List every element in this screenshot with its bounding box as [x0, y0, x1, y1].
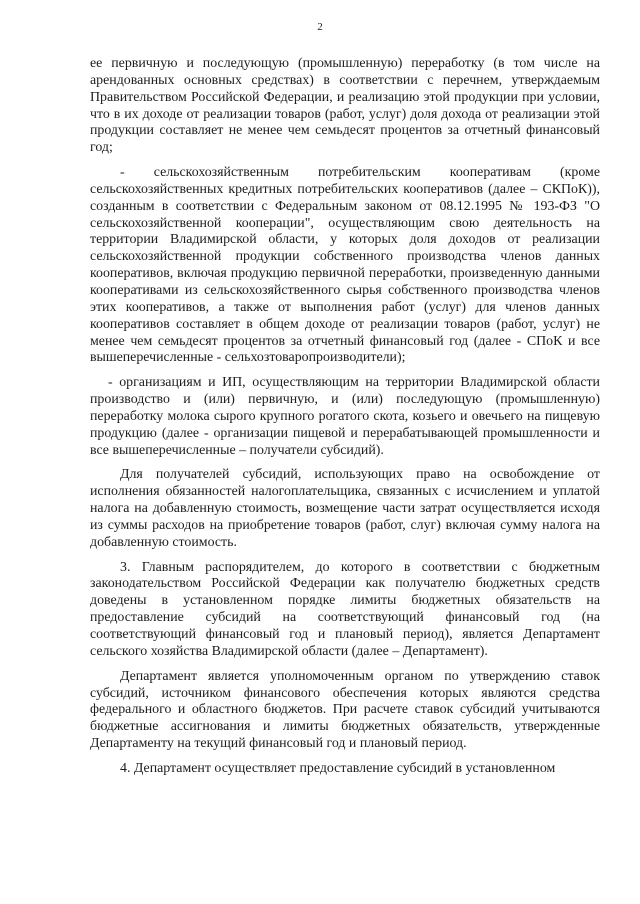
paragraph-organizations: - организациям и ИП, осуществляющим на территории Владимирской области производство и (или) первичную, и (или) последующую (промышленную) переработку молока сырого крупного рогатого скота, козьего и овечьего на пищевую продукцию (далее - организации пищевой и перерабатывающей промышленности и все вышеперечисленные – получатели субсидий). — [90, 375, 600, 458]
page-number: 2 — [317, 21, 323, 33]
paragraph-continuation: ее первичную и последующую (промышленную) переработку (в том числе на арендованных основных средствах) в соответствии с перечнем, утверждаемым Правительством Российской Федерации, и реализацию этой продукции при условии, что в их доходе от реализации товаров (работ, услуг) доля дохода от реализации этой продукции составляет не менее чем семьдесят процентов за отчетный финансовый год; — [90, 56, 600, 156]
paragraph-cooperatives: - сельскохозяйственным потребительским кооперативам (кроме сельскохозяйственных кредитных потребительских кооперативов (далее – СКПоК)), созданным в соответствии с Федеральным законом от 08.12.1995 № 193-ФЗ "О сельскохозяйственной кооперации", осуществляющим свою деятельность на территории Владимирской области, у которых доля доходов от реализации сельскохозяйственной продукции собственного производства членов данных кооперативов, включая продукцию первичной переработки, произведенную данными кооперативами из сельскохозяйственного сырья собственного производства членов этих кооперативов, а также от выполнения работ (услуг) для членов данных кооперативов составляет в общем доходе от реализации товаров (работ, услуг) не менее чем семьдесят процентов за отчетный финансовый год (далее - СПоК и все вышеперечисленные - сельхозтоваропроизводители); — [90, 165, 600, 366]
paragraph-vat-exemption: Для получателей субсидий, использующих право на освобождение от исполнения обязанностей налогоплательщика, связанных с исчислением и уплатой налога на добавленную стоимость, возмещение части затрат осуществляется исходя из суммы расходов на приобретение товаров (работ, слуг) включая сумму налога на добавленную стоимость. — [90, 467, 600, 550]
document-body — [90, 56, 600, 778]
paragraph-department-provision: 4. Департамент осуществляет предоставление субсидий в установленном — [120, 760, 556, 776]
paragraph-main-administrator: 3. Главным распорядителем, до которого в соответствии с бюджетным законодательством Российской Федерации как получателю бюджетных средств доведены в установленном порядке лимиты бюджетных обязательств на предоставление субсидий на соответствующий финансовый год (на соответствующий финансовый год и плановый период), является Департамент сельского хозяйства Владимирской области (далее – Департамент). — [90, 559, 600, 659]
paragraph-department-authority: Департамент является уполномоченным органом по утверждению ставок субсидий, источником финансового обеспечения которых являются средства федерального и областного бюджетов. При расчете ставок субсидий учитываются бюджетные ассигнования и лимиты бюджетных обязательств, утвержденные Департаменту на текущий финансовый год и плановый период. — [90, 668, 600, 752]
